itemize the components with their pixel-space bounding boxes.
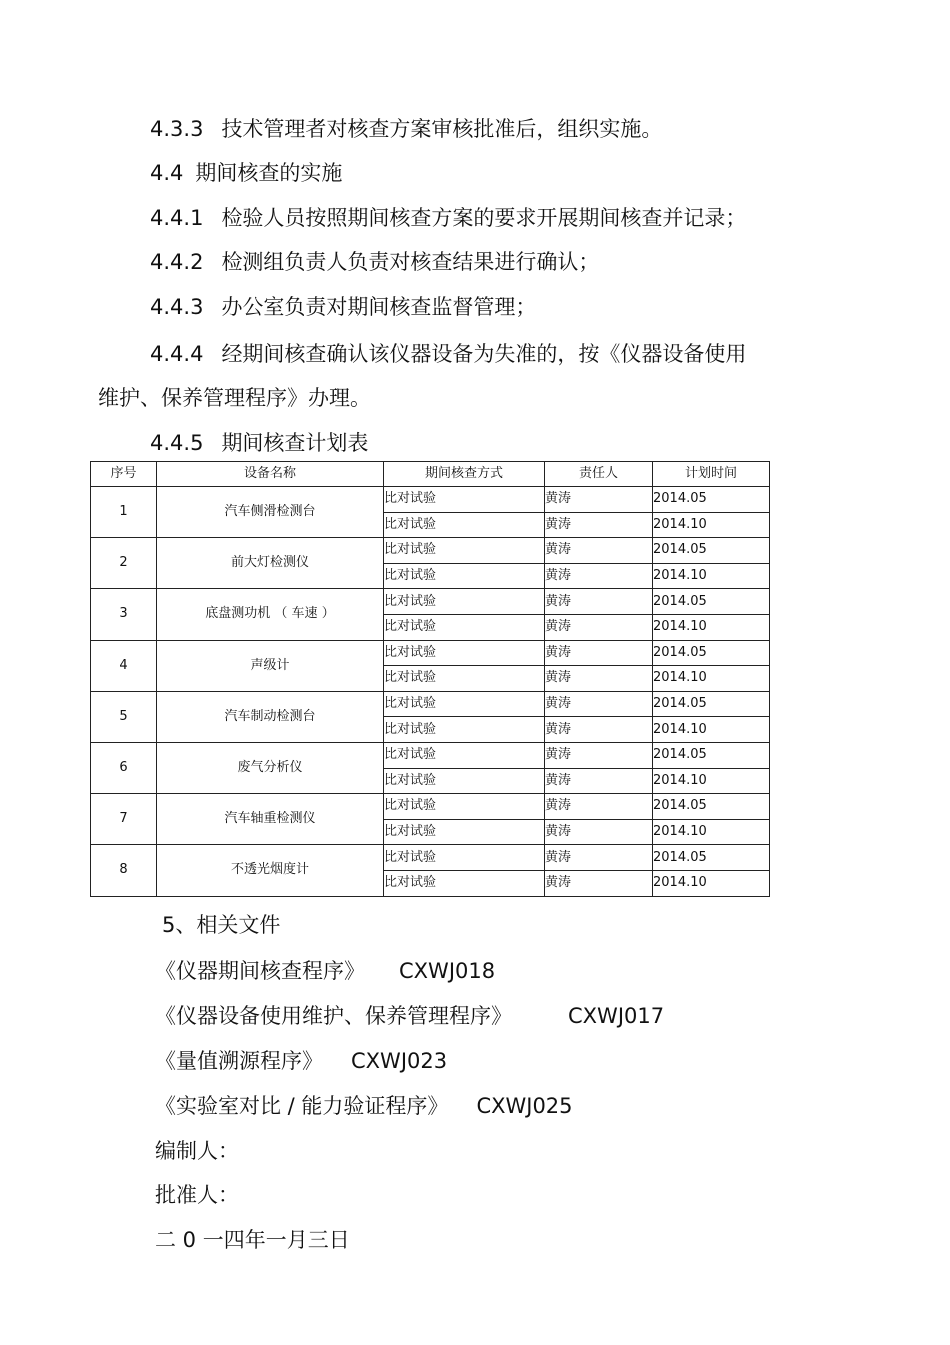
doc-code: CXWJ017 (568, 1004, 665, 1028)
para-4-4-1 (150, 204, 746, 232)
cell-method: 比对试验 (384, 666, 545, 692)
cell-equipment: 不透光烟度计 (157, 845, 384, 896)
cell-method: 比对试验 (384, 487, 545, 513)
cell-person: 黄涛 (545, 640, 653, 666)
table-header-row (91, 462, 770, 487)
doc-code: CXWJ025 (476, 1094, 573, 1118)
cell-method: 比对试验 (384, 717, 545, 743)
cell-date: 2014.05 (653, 589, 770, 615)
para-4-4-4-cont (98, 384, 371, 412)
cell-person: 黄涛 (545, 845, 653, 871)
cell-person: 黄涛 (545, 563, 653, 589)
cell-equipment: 废气分析仪 (157, 742, 384, 793)
cell-method: 比对试验 (384, 794, 545, 820)
cell-method: 比对试验 (384, 614, 545, 640)
cell-person: 黄涛 (545, 717, 653, 743)
table-row (91, 589, 770, 615)
para-number: 4.4.3 (150, 295, 204, 319)
cell-date: 2014.05 (653, 691, 770, 717)
cell-equipment: 前大灯检测仪 (157, 538, 384, 589)
header-equipment: 设备名称 (157, 462, 384, 487)
cell-date: 2014.10 (653, 717, 770, 743)
related-doc (155, 1092, 573, 1120)
para-4-4-2 (150, 248, 599, 276)
doc-title: 《仪器设备使用维护、保养管理程序》 (155, 1004, 512, 1028)
table-row (91, 742, 770, 768)
cell-no: 4 (91, 640, 157, 691)
doc-title: 《量值溯源程序》 (155, 1049, 323, 1073)
cell-date: 2014.05 (653, 487, 770, 513)
cell-date: 2014.10 (653, 768, 770, 794)
cell-date: 2014.10 (653, 563, 770, 589)
cell-no: 8 (91, 845, 157, 896)
cell-date: 2014.05 (653, 640, 770, 666)
header-person: 责任人 (545, 462, 653, 487)
para-text: 维护、保养管理程序》办理。 (98, 386, 371, 410)
cell-date: 2014.10 (653, 666, 770, 692)
cell-date: 2014.10 (653, 614, 770, 640)
para-text: 检测组负责人负责对核查结果进行确认； (221, 250, 600, 274)
cell-person: 黄涛 (545, 794, 653, 820)
doc-title: 《实验室对比 / 能力验证程序》 (155, 1094, 449, 1118)
doc-code: CXWJ023 (351, 1049, 448, 1073)
cell-equipment: 汽车侧滑检测台 (157, 487, 384, 538)
cell-method: 比对试验 (384, 819, 545, 845)
cell-method: 比对试验 (384, 640, 545, 666)
cell-no: 5 (91, 691, 157, 742)
cell-person: 黄涛 (545, 691, 653, 717)
cell-method: 比对试验 (384, 538, 545, 564)
table-row (91, 538, 770, 564)
para-text: 技术管理者对核查方案审核批准后，组织实施。 (221, 117, 663, 141)
para-4-3-3 (150, 115, 662, 143)
para-number: 4.4.1 (150, 206, 204, 230)
cell-no: 2 (91, 538, 157, 589)
para-4-4-4 (150, 340, 746, 368)
cell-method: 比对试验 (384, 742, 545, 768)
para-4-4 (150, 159, 342, 187)
cell-date: 2014.10 (653, 819, 770, 845)
header-date: 计划时间 (653, 462, 770, 487)
cell-method: 比对试验 (384, 589, 545, 615)
cell-no: 1 (91, 487, 157, 538)
cell-equipment: 声级计 (157, 640, 384, 691)
cell-method: 比对试验 (384, 768, 545, 794)
cell-person: 黄涛 (545, 487, 653, 513)
header-method: 期间核查方式 (384, 462, 545, 487)
para-number: 4.4 (150, 161, 184, 185)
cell-method: 比对试验 (384, 512, 545, 538)
cell-no: 3 (91, 589, 157, 640)
approver-label: 批准人： (155, 1183, 239, 1207)
cell-method: 比对试验 (384, 563, 545, 589)
cell-method: 比对试验 (384, 870, 545, 896)
cell-person: 黄涛 (545, 870, 653, 896)
para-number: 4.4.2 (150, 250, 204, 274)
table-row (91, 487, 770, 513)
document-date: 二 0 一四年一月三日 (155, 1228, 350, 1252)
para-number: 4.3.3 (150, 117, 204, 141)
para-number: 4.4.4 (150, 342, 204, 366)
header-no: 序号 (91, 462, 157, 487)
para-text: 办公室负责对期间核查监督管理； (221, 295, 537, 319)
para-text: 经期间核查确认该仪器设备为失准的，按《仪器设备使用 (221, 342, 747, 366)
cell-equipment: 底盘测功机 （ 车速 ） (157, 589, 384, 640)
table-row (91, 691, 770, 717)
cell-person: 黄涛 (545, 538, 653, 564)
editor-label: 编制人： (155, 1139, 239, 1163)
doc-title: 《仪器期间核查程序》 (155, 959, 365, 983)
cell-person: 黄涛 (545, 819, 653, 845)
related-doc (155, 957, 495, 985)
cell-date: 2014.05 (653, 742, 770, 768)
table-row (91, 794, 770, 820)
cell-date: 2014.05 (653, 538, 770, 564)
table-row (91, 845, 770, 871)
cell-person: 黄涛 (545, 768, 653, 794)
cell-date: 2014.10 (653, 870, 770, 896)
cell-no: 7 (91, 794, 157, 845)
inspection-plan-table (90, 461, 770, 897)
related-doc (155, 1047, 447, 1075)
cell-equipment: 汽车制动检测台 (157, 691, 384, 742)
cell-date: 2014.05 (653, 845, 770, 871)
section-5-heading: 5、相关文件 (162, 913, 281, 937)
doc-code: CXWJ018 (399, 959, 496, 983)
para-4-4-3 (150, 293, 536, 321)
para-number: 4.4.5 (150, 431, 204, 455)
cell-method: 比对试验 (384, 845, 545, 871)
para-4-4-5 (150, 429, 368, 457)
cell-person: 黄涛 (545, 614, 653, 640)
cell-date: 2014.05 (653, 794, 770, 820)
cell-method: 比对试验 (384, 691, 545, 717)
table-row (91, 640, 770, 666)
para-text: 期间核查计划表 (221, 431, 369, 455)
cell-date: 2014.10 (653, 512, 770, 538)
cell-no: 6 (91, 742, 157, 793)
para-text: 期间核查的实施 (195, 161, 343, 185)
cell-person: 黄涛 (545, 512, 653, 538)
cell-person: 黄涛 (545, 589, 653, 615)
cell-person: 黄涛 (545, 742, 653, 768)
para-text: 检验人员按照期间核查方案的要求开展期间核查并记录； (221, 206, 747, 230)
related-doc (155, 1002, 664, 1030)
cell-equipment: 汽车轴重检测仪 (157, 794, 384, 845)
cell-person: 黄涛 (545, 666, 653, 692)
